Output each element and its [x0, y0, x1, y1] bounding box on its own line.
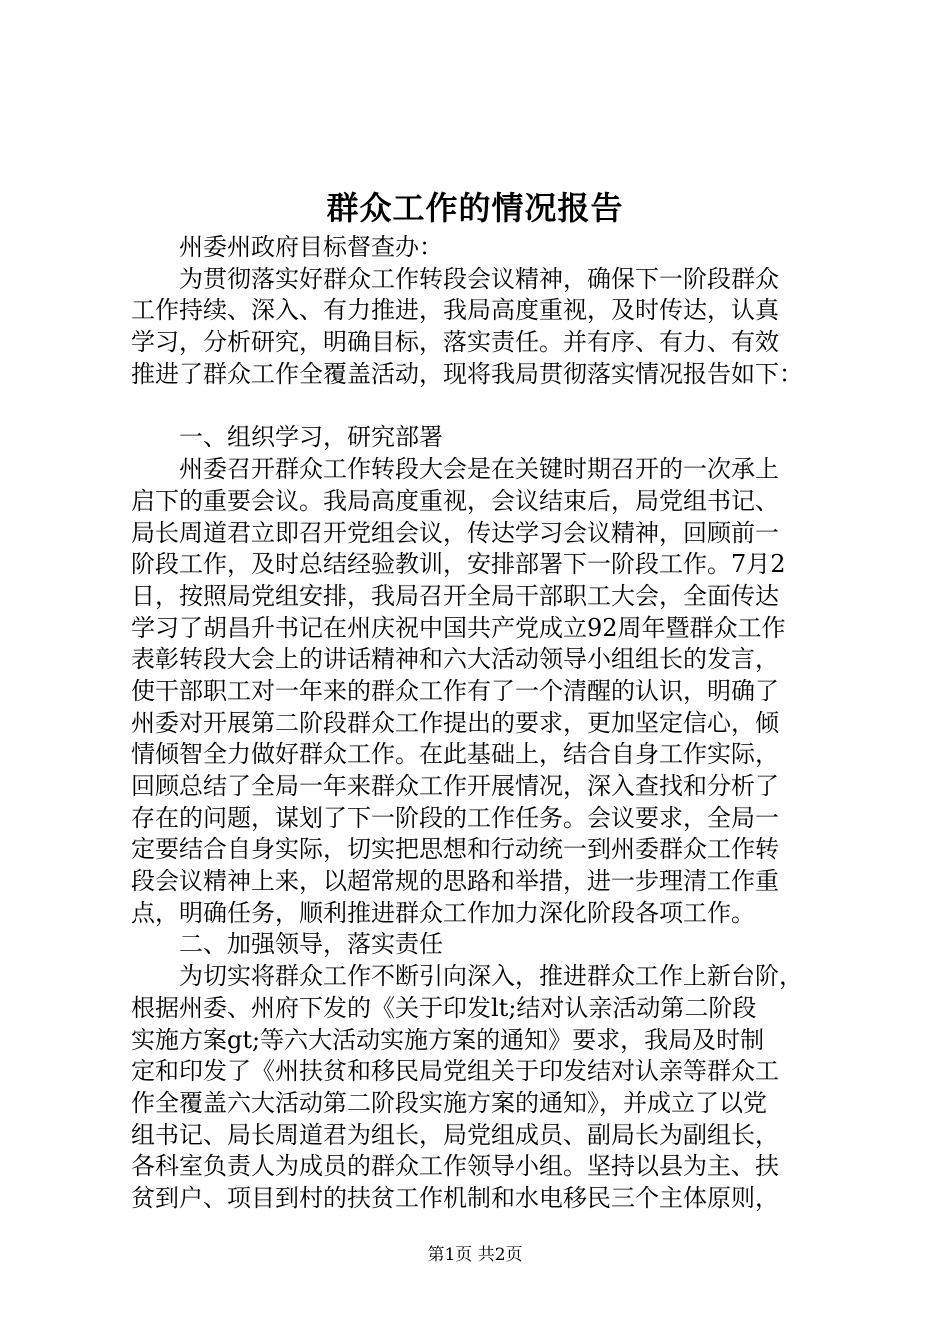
body-line: 各科室负责人为成员的群众工作领导小组。坚持以县为主、扶	[131, 1152, 779, 1181]
body-line: 使干部职工对一年来的群众工作有了一个清醒的认识，明确了	[131, 676, 779, 705]
body-line: 段会议精神上来，以超常规的思路和举措，进一步理清工作重	[131, 867, 779, 896]
body-line: 根据州委、州府下发的《关于印发lt;结对认亲活动第二阶段	[131, 993, 757, 1022]
body-line: 实施方案gt;等六大活动实施方案的通知》要求，我局及时制	[131, 1025, 765, 1054]
body-line: 启下的重要会议。我局高度重视，会议结束后，局党组书记、	[131, 486, 779, 515]
body-line: 学习了胡昌升书记在州庆祝中国共产党成立92周年暨群众工作	[131, 613, 786, 642]
document-title: 群众工作的情况报告	[326, 189, 624, 227]
body-line: 阶段工作，及时总结经验教训，安排部署下一阶段工作。7月2	[131, 550, 786, 579]
body-line: 组书记、局长周道君为组长，局党组成员、副局长为副组长，	[131, 1120, 779, 1149]
body-line: 表彰转段大会上的讲话精神和六大活动领导小组组长的发言，	[131, 645, 779, 674]
body-line: 作全覆盖六大活动第二阶段实施方案的通知》，并成立了以党	[131, 1088, 767, 1117]
body-line: 定要结合自身实际，切实把思想和行动统一到州委群众工作转	[131, 835, 779, 864]
body-line: 为切实将群众工作不断引向深入，推进群众工作上新台阶，	[131, 962, 803, 991]
body-line: 贫到户、项目到村的扶贫工作机制和水电移民三个主体原则，	[131, 1183, 779, 1212]
body-line: 工作持续、深入、有力推进，我局高度重视，及时传达，认真	[131, 296, 779, 325]
body-line: 推进了群众工作全覆盖活动，现将我局贯彻落实情况报告如下：	[131, 359, 803, 388]
body-line: 日，按照局党组安排，我局召开全局干部职工大会，全面传达	[131, 581, 779, 610]
body-line: 州委召开群众工作转段大会是在关键时期召开的一次承上	[131, 455, 779, 484]
document-body	[131, 232, 831, 1215]
body-line: 为贯彻落实好群众工作转段会议精神，确保下一阶段群众	[131, 264, 779, 293]
body-line: 局长周道君立即召开党组会议，传达学习会议精神，回顾前一	[131, 518, 779, 547]
body-line: 二、加强领导，落实责任	[131, 930, 443, 959]
body-line: 点，明确任务，顺利推进群众工作加力深化阶段各项工作。	[131, 898, 755, 927]
body-line: 州委对开展第二阶段群众工作提出的要求，更加坚定信心，倾	[131, 708, 779, 737]
body-line: 情倾智全力做好群众工作。在此基础上，结合自身工作实际，	[131, 740, 779, 769]
body-line: 定和印发了《州扶贫和移民局党组关于印发结对认亲等群众工	[131, 1057, 779, 1086]
page-footer: 第1页 共2页	[427, 1245, 523, 1265]
body-line: 存在的问题，谋划了下一阶段的工作任务。会议要求，全局一	[131, 803, 779, 832]
body-line: 州委州政府目标督查办：	[131, 233, 443, 261]
blank-line	[131, 390, 831, 422]
body-line: 回顾总结了全局一年来群众工作开展情况，深入查找和分析了	[131, 772, 779, 800]
body-line: 学习，分析研究，明确目标，落实责任。并有序、有力、有效	[131, 328, 779, 357]
body-line: 一、组织学习，研究部署	[131, 423, 443, 452]
